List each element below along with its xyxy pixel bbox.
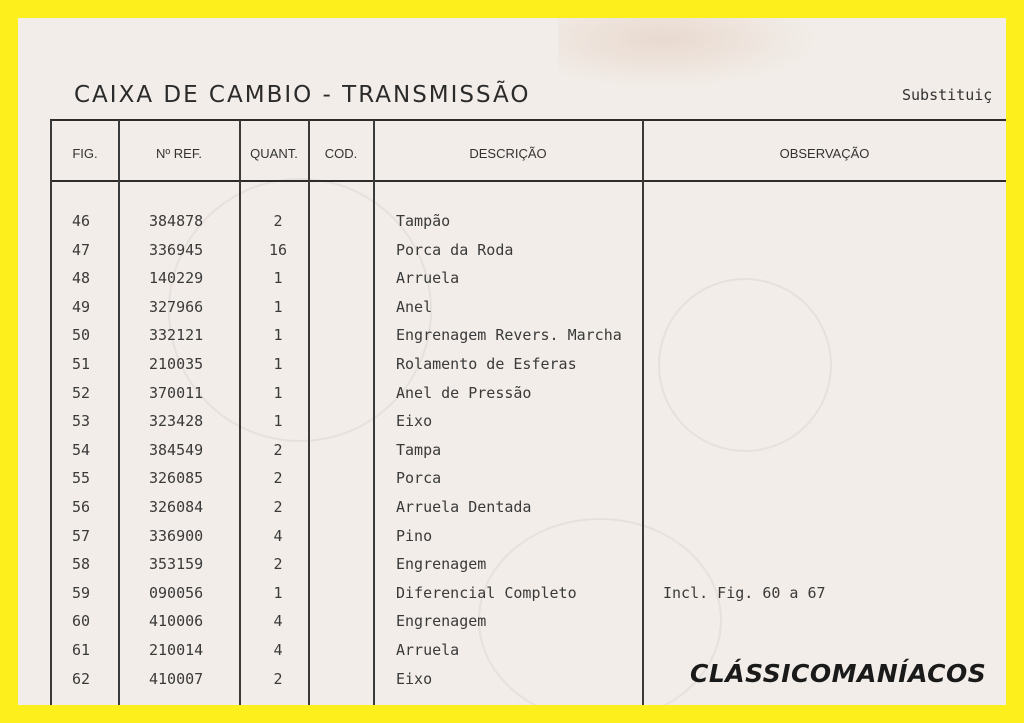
cell-ref: 336900 (149, 526, 204, 545)
cell-desc: Arruela Dentada (396, 498, 532, 516)
cell-fig: 62 (72, 669, 91, 688)
cell-desc: Tampão (396, 212, 451, 230)
table-top-border (50, 119, 1006, 121)
background-drawing (658, 278, 832, 452)
cell-fig: 47 (72, 240, 91, 259)
header-desc: DESCRIÇÃO (469, 146, 547, 161)
cell-qty: 1 (273, 326, 283, 345)
header-obs: OBSERVAÇÃO (779, 146, 870, 161)
cell-qty: 1 (273, 355, 283, 373)
cell-fig: 55 (72, 469, 91, 488)
cell-ref: 210014 (149, 641, 204, 659)
cell-fig: 46 (72, 212, 91, 230)
cell-desc: Anel de Pressão (396, 383, 532, 402)
cell-qty: 4 (273, 612, 283, 631)
cell-ref: 140229 (149, 269, 204, 288)
cell-desc: Eixo (396, 412, 433, 431)
cell-fig: 54 (72, 440, 91, 459)
cell-qty: 2 (273, 498, 283, 516)
cell-desc: Rolamento de Esferas (396, 355, 577, 373)
column-divider (642, 120, 644, 705)
cell-fig: 52 (72, 383, 91, 402)
cell-fig: 59 (72, 583, 91, 602)
cell-ref: 090056 (149, 583, 204, 602)
cell-ref: 210035 (149, 355, 204, 373)
cell-desc: Engrenagem Revers. Marcha (396, 326, 622, 345)
cell-qty: 1 (273, 383, 283, 402)
cell-desc: Eixo (396, 669, 433, 688)
cell-desc: Tampa (396, 440, 442, 459)
header-qty: QUANT. (250, 146, 298, 161)
column-divider (308, 120, 310, 705)
cell-desc: Porca (396, 469, 442, 488)
cell-fig: 53 (72, 412, 91, 431)
cell-qty: 2 (273, 669, 283, 688)
cell-qty: 1 (273, 583, 283, 602)
cell-desc: Diferencial Completo (396, 583, 577, 602)
cell-ref: 327966 (149, 297, 204, 316)
watermark-logo: CLÁSSICOMANÍACOS (690, 659, 987, 688)
table-header-border (50, 180, 1006, 182)
cell-ref: 370011 (149, 383, 204, 402)
document-page (18, 18, 1006, 705)
cell-qty: 2 (273, 555, 283, 574)
cell-desc: Pino (396, 526, 433, 545)
page-title: CAIXA DE CAMBIO - TRANSMISSÃO (74, 82, 531, 108)
cell-fig: 60 (72, 612, 91, 631)
cell-ref: 323428 (149, 412, 204, 431)
cell-fig: 51 (72, 355, 91, 373)
cell-fig: 49 (72, 297, 91, 316)
cell-obs: Incl. Fig. 60 a 67 (663, 583, 826, 602)
cell-ref: 336945 (149, 240, 204, 259)
header-fig: FIG. (72, 146, 98, 161)
header-ref: Nº REF. (156, 146, 202, 161)
cell-ref: 326085 (149, 469, 204, 488)
cell-ref: 353159 (149, 555, 204, 574)
cell-desc: Arruela (396, 641, 460, 659)
header-cod: COD. (324, 146, 358, 161)
cell-qty: 2 (273, 469, 283, 488)
column-divider (373, 120, 375, 705)
cell-qty: 1 (273, 269, 283, 288)
cell-ref: 410007 (149, 669, 204, 688)
cell-qty: 1 (273, 412, 283, 431)
cell-qty: 16 (268, 240, 288, 259)
cell-fig: 50 (72, 326, 91, 345)
background-drawing (478, 518, 722, 705)
cell-ref: 332121 (149, 326, 204, 345)
cell-ref: 384549 (149, 440, 204, 459)
cell-qty: 4 (273, 526, 283, 545)
cell-fig: 57 (72, 526, 91, 545)
column-divider (239, 120, 241, 705)
cell-fig: 48 (72, 269, 91, 288)
cell-desc: Engrenagem (396, 612, 487, 631)
cell-desc: Anel (396, 297, 433, 316)
page-subtitle: Substituiç (902, 86, 993, 104)
cell-desc: Arruela (396, 269, 460, 288)
cell-fig: 61 (72, 641, 91, 659)
column-divider (118, 120, 120, 705)
paper-stain (558, 18, 818, 88)
cell-qty: 1 (273, 297, 283, 316)
cell-qty: 4 (273, 641, 283, 659)
cell-fig: 56 (72, 498, 91, 516)
cell-desc: Porca da Roda (396, 240, 514, 259)
cell-fig: 58 (72, 555, 91, 574)
cell-qty: 2 (273, 212, 283, 230)
cell-qty: 2 (273, 440, 283, 459)
cell-ref: 326084 (149, 498, 204, 516)
cell-desc: Engrenagem (396, 555, 487, 574)
cutoff-row (72, 703, 81, 705)
column-divider (50, 120, 52, 705)
cell-ref: 384878 (149, 212, 204, 230)
cell-ref: 410006 (149, 612, 204, 631)
